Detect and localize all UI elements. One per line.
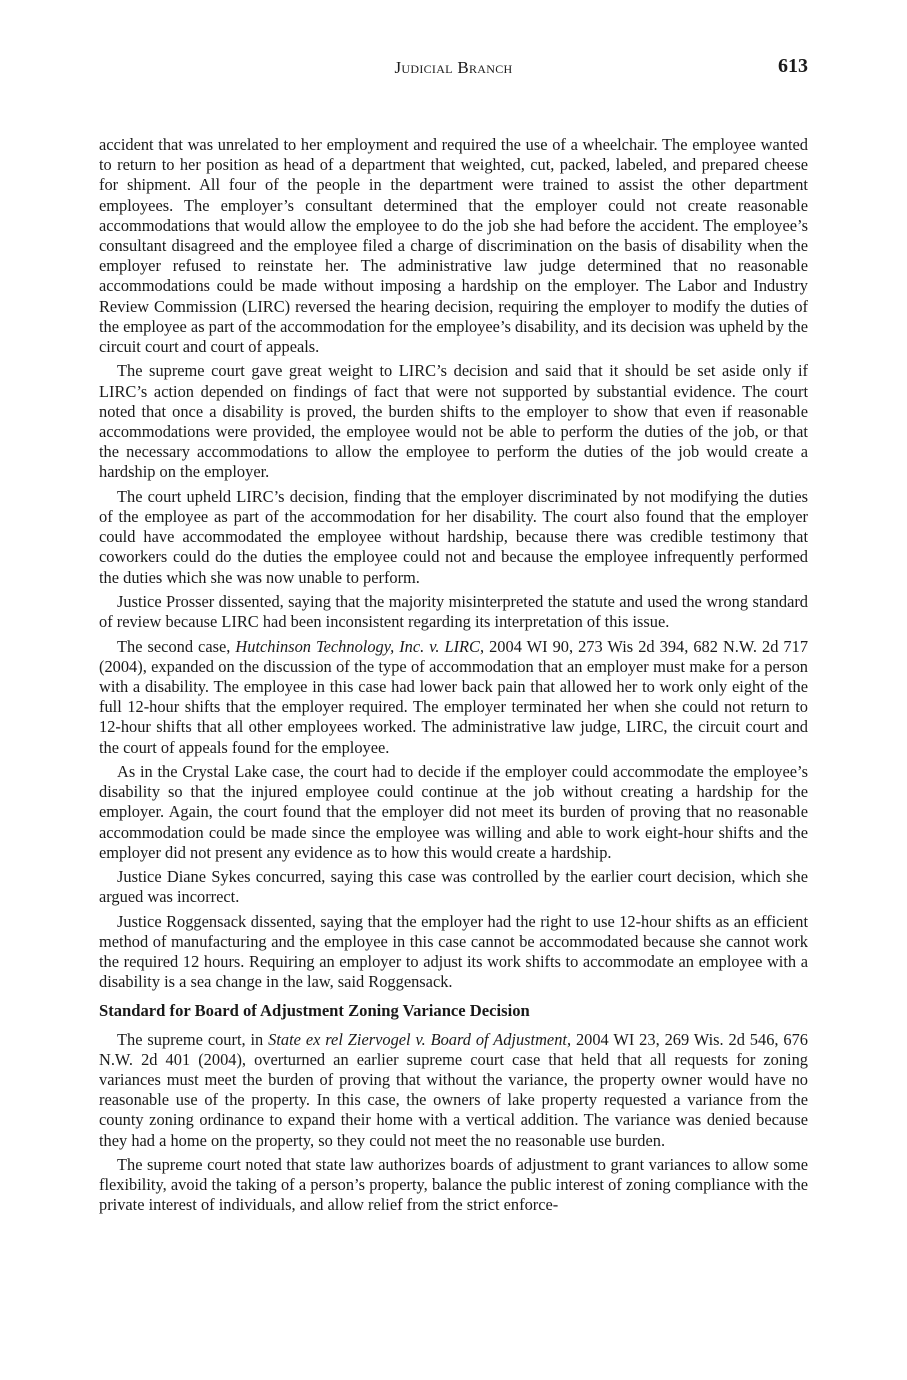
paragraph: The supreme court gave great weight to LIRC’s decision and said that it should be set aside only if LIRC’s action depended on findings of fact that were not supported by substantial evidence. The court noted that once a disability is proved, the burden shifts to the employer to show that even if reasonable accommodations were provided, the employee would not be able to perform the duties of the job, or that the necessary accommodations to allow the employee to perform the duties of the job would create a hardship on the employer. — [99, 361, 808, 482]
paragraph — [99, 637, 808, 758]
paragraph: The court upheld LIRC’s decision, finding that the employer discriminated by not modifying the duties of the employee as part of the accommodation for her disability. The court also found that the employer could have accommodated the employee without hardship, because there was credible testimony that coworkers could do the duties the employee could not and because the employee infrequently performed the duties which she was now unable to perform. — [99, 486, 808, 587]
text-run: , 2004 WI 90, 273 Wis 2d 394, 682 N.W. 2d 717 (2004), expanded on the discussion of the type of accommodation that an employer must make for a person with a disability. The employee in this case had lower back pain that allowed her to work only eight of the full 12-hour shifts that the employer required. The employer terminated her when she could not return to 12-hour shifts that all other employees worked. The administrative law judge, LIRC, the circuit court and the court of appeals found for the employee. — [99, 636, 809, 757]
running-head: Judicial Branch — [394, 58, 513, 77]
body-text — [99, 135, 808, 1220]
paragraph — [99, 1030, 808, 1151]
paragraph: As in the Crystal Lake case, the court had to decide if the employer could accommodate the employee’s disability so that the injured employee could continue at the job without creating a hardship for the employer. Again, the court found that the employer did not meet its burden of proving that no reasonable accommodation could be made since the employee was willing and able to work eight-hour shifts and the employer did not present any evidence as to how this would create a hardship. — [99, 762, 808, 862]
paragraph: Justice Prosser dissented, saying that the majority misinterpreted the statute and used the wrong standard of review because LIRC had been inconsistent regarding its interpretation of this issue. — [99, 592, 808, 632]
case-citation: Hutchinson Technology, Inc. v. LIRC — [235, 636, 480, 656]
page-number: 613 — [778, 55, 808, 77]
paragraph: The supreme court noted that state law authorizes boards of adjustment to grant variances to allow some flexibility, avoid the taking of a person’s property, balance the public interest of zoning compliance with the private interest of individuals, and allow relief from the strict enforce- — [99, 1155, 808, 1215]
case-citation: State ex rel Ziervogel v. Board of Adjustment — [268, 1029, 567, 1049]
text-run: , 2004 WI 23, 269 Wis. 2d 546, 676 N.W. 2d 401 (2004), overturned an earlier supreme court case that held that all requests for zoning variances must meet the burden of proving that without the variance, the property owner would have no reasonable use of the property. In this case, the owners of lake property requested a variance from the county zoning ordinance to expand their home with a vertical addition. The variance was denied because they had a home on the property, so they could not meet the no reasonable use burden. — [99, 1029, 808, 1150]
page-header — [99, 55, 808, 79]
text-run: The supreme court, in — [117, 1029, 269, 1049]
text-run: The second case, — [117, 636, 236, 656]
paragraph: Justice Diane Sykes concurred, saying this case was controlled by the earlier court decision, which she argued was incorrect. — [99, 867, 808, 907]
section-heading: Standard for Board of Adjustment Zoning Variance Decision — [99, 1000, 530, 1020]
paragraph-continued: accident that was unrelated to her employment and required the use of a wheelchair. The employee wanted to return to her position as head of a department that weighted, cut, packed, labeled, and prepared cheese for shipment. All four of the people in the department were trained to assist the other department employees. The employer’s consultant determined that the employer could not create reasonable accommodations that would allow the employee to do the job she had before the accident. The employee’s consultant disagreed and the employee filed a charge of discrimination on the basis of disability when the employer refused to reinstate her. The administrative law judge determined that no reasonable accommodations could be made without imposing a hardship on the employer. The Labor and Industry Review Commission (LIRC) reversed the hearing decision, requiring the employer to modify the duties of the employee as part of the accommodation for the employee’s disability, and its decision was upheld by the circuit court and court of appeals. — [99, 135, 809, 357]
paragraph: Justice Roggensack dissented, saying that the employer had the right to use 12-hour shifts as an efficient method of manufacturing and the employee in this case cannot be accommodated because she cannot work the required 12 hours. Requiring an employer to adjust its work shifts to accommodate an employee with a disability is a sea change in the law, said Roggensack. — [99, 911, 808, 992]
